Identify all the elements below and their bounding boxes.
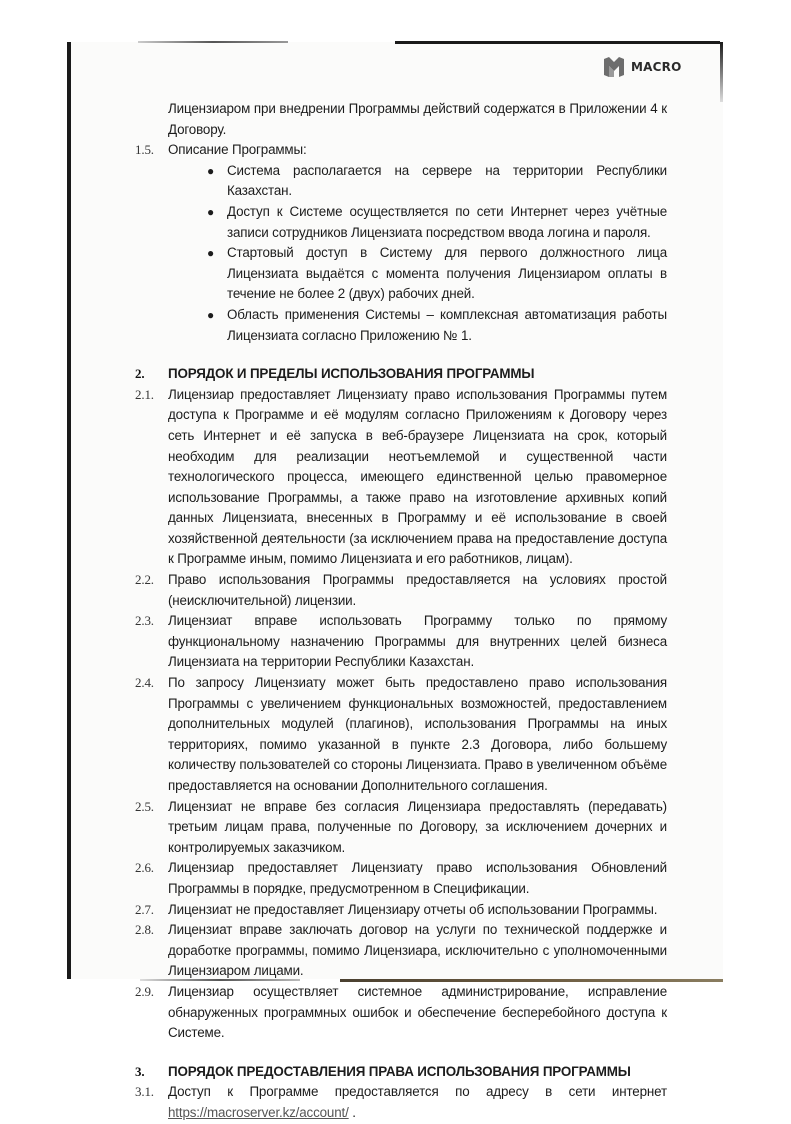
section-number: 2. <box>135 366 145 382</box>
program-description-list <box>135 161 667 346</box>
list-item: ● Стартовый доступ в Систему для первого должностного лица Лицензиата выдаётся с момента получения Лицензиаром оплаты в течение не более 2 (двух) рабочих дней. <box>207 245 667 302</box>
clause-title: Описание Программы: <box>168 142 307 158</box>
clause-number: 3.1. <box>135 1084 154 1100</box>
bullet-icon: ● <box>207 163 215 178</box>
clause-2-3 <box>135 611 667 673</box>
clause-text: Право использования Программы предоставляется на условиях простой (неисключительной) лицензии. <box>168 572 667 608</box>
clause-number: 2.2. <box>135 572 154 588</box>
clause-text: Лицензиат не вправе без согласия Лицензиара предоставлять (передавать) третьим лицам права, полученные по Договору, за исключением дочерних и контролируемых заказчиком. <box>168 798 667 855</box>
clause-number: 2.3. <box>135 613 154 629</box>
clause-2-8 <box>135 920 667 982</box>
clause-text: По запросу Лицензиату может быть предоставлено право использования Программы с увеличением функциональных возможностей, предоставлением дополнительных модулей (плагинов), использования Программы на иных территориях, помимо указанной в пункте 2.3 Договора, либо большему количеству пользователей со стороны Лицензиата. Право в увеличенном объёме предоставляется на основании Дополнительного соглашения. <box>168 675 667 793</box>
list-item: ● Область применения Системы – комплексная автоматизация работы Лицензиата согласно Приложению № 1. <box>207 306 667 343</box>
document-body <box>135 99 667 1124</box>
list-item: ● Доступ к Системе осуществляется по сети Интернет через учётные записи сотрудников Лицензиата посредством ввода логина и пароля. <box>207 203 667 240</box>
clause-text: Доступ к Программе предоставляется по адресу в сети интернет <box>168 1084 667 1100</box>
clause-number: 2.9. <box>135 983 154 999</box>
clause-2-1 <box>135 385 667 570</box>
clause-2-4 <box>135 673 667 797</box>
clause-text: Лицензиат вправе заключать договор на услуги по технической поддержке и доработке программы, помимо Лицензиара, исключительно с уполномоченными Лицензиаром лицами. <box>168 922 667 979</box>
clause-number: 1.5. <box>135 142 154 158</box>
page-edge-left <box>67 42 71 979</box>
clause-3-1-link-line <box>135 1103 667 1124</box>
link-suffix: . <box>348 1104 356 1120</box>
company-logo <box>603 56 681 78</box>
clause-text: Лицензиат не предоставляет Лицензиару отчеты об использовании Программы. <box>168 901 658 917</box>
section-title: ПОРЯДОК И ПРЕДЕЛЫ ИСПОЛЬЗОВАНИЯ ПРОГРАММЫ <box>168 366 535 382</box>
clause-2-9 <box>135 982 667 1044</box>
account-url-link[interactable]: https://macroserver.kz/account/ <box>168 1104 349 1120</box>
clause-text: Лицензиар предоставляет Лицензиату право использования Программы путем доступа к Программе и её модулям согласно Приложениям к Договору через сеть Интернет и её запуска в веб-браузере Лицензиата на срок, который необходим для реализации неотъемлемой и существенной части технологического процесса, имеющего единственной целью правомерное использование Программы, а также право на изготовление архивных копий данных Лицензиата, внесенных в Программу и её использование в своей хозяйственной деятельности (за исключением права на предоставление доступа к Программе иным, помимо Лицензиата и его работников, лицам). <box>168 386 667 567</box>
clause-number: 2.4. <box>135 675 154 691</box>
clause-2-7 <box>135 900 667 921</box>
bullet-icon: ● <box>207 246 215 261</box>
page-edge-right <box>720 42 723 102</box>
clause-2-2 <box>135 570 667 611</box>
page-edge-top <box>395 41 720 44</box>
clause-number: 2.8. <box>135 922 154 938</box>
clause-number: 2.6. <box>135 860 154 876</box>
clause-1-5 <box>135 140 667 161</box>
macro-logo-icon <box>603 56 625 78</box>
bullet-icon: ● <box>207 307 215 322</box>
paragraph-continuation: Лицензиаром при внедрении Программы действий содержатся в Приложении 4 к Договору. <box>168 101 667 137</box>
logo-text: MACRO <box>631 60 682 74</box>
clause-text: Лицензиар предоставляет Лицензиату право использования Обновлений Программы в порядке, предусмотренном в Спецификации. <box>168 860 667 896</box>
clause-number: 2.7. <box>135 901 154 917</box>
section-number: 3. <box>135 1063 145 1079</box>
clause-number: 2.1. <box>135 386 154 402</box>
bullet-icon: ● <box>207 204 215 219</box>
clause-number: 2.5. <box>135 798 154 814</box>
section-heading-2 <box>135 364 667 385</box>
clause-text: Лицензиат вправе использовать Программу только по прямому функциональному назначению Программы для внутренних целей бизнеса Лицензиата на территории Республики Казахстан. <box>168 613 667 670</box>
page-edge-top <box>138 41 288 43</box>
section-heading-3 <box>135 1062 667 1083</box>
clause-3-1 <box>135 1082 667 1103</box>
list-item: ● Система располагается на сервере на территории Республики Казахстан. <box>207 162 667 199</box>
section-title: ПОРЯДОК ПРЕДОСТАВЛЕНИЯ ПРАВА ИСПОЛЬЗОВАНИЯ ПРОГРАММЫ <box>168 1063 631 1079</box>
clause-2-5 <box>135 797 667 859</box>
clause-text: Лицензиар осуществляет системное администрирование, исправление обнаруженных программных ошибок и обеспечение бесперебойного доступа к Системе. <box>168 983 667 1041</box>
clause-2-6 <box>135 858 667 899</box>
